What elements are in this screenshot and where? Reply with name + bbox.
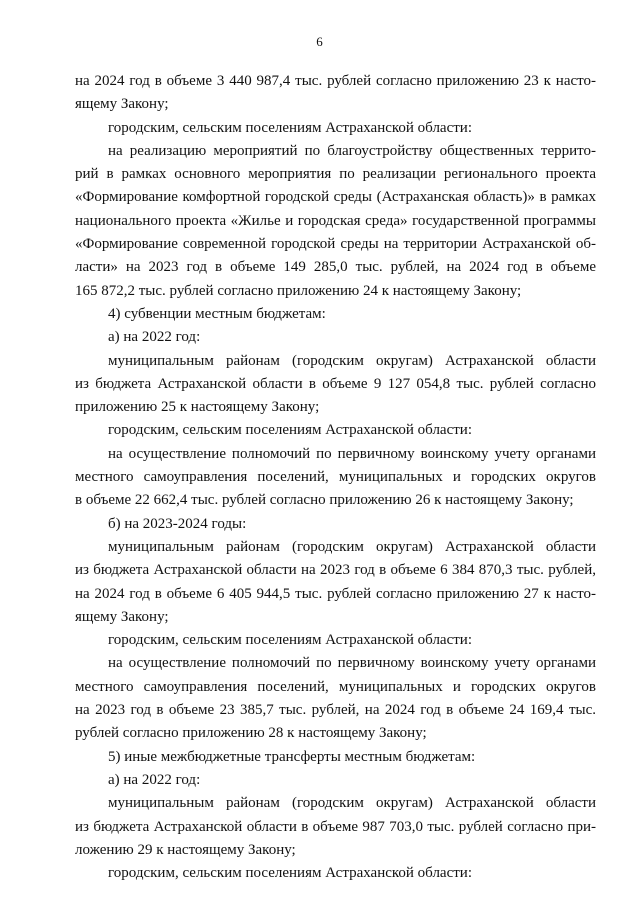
text-line: ласти» на 2023 год в объеме 149 285,0 тыс. рублей, на 2024 год в объеме [75,259,596,276]
text-line: на 2024 год в объеме 3 440 987,4 тыс. рублей согласно приложению 23 к насто- [75,73,596,89]
text-line: ложению 29 к настоящему Закону; [75,841,296,858]
text-line: ящему Закону; [75,96,169,113]
text-line: ящему Закону; [75,608,169,625]
text-line: городским, сельским поселениям Астраханской области: [108,422,472,439]
text-line: местного самоуправления поселений, муниципальных и городских округов [75,469,596,486]
text-line: местного самоуправления поселений, муниципальных и городских округов [75,678,596,695]
text-line: на осуществление полномочий по первичному воинскому учету органами [108,655,596,672]
text-line: из бюджета Астраханской области на 2023 год в объеме 6 384 870,3 тыс. рублей, [75,562,596,579]
text-line: на 2023 год в объеме 23 385,7 тыс. рублей, на 2024 год в объеме 24 169,4 тыс. [75,702,596,719]
text-line: из бюджета Астраханской области в объеме 9 127 054,8 тыс. рублей согласно [75,375,596,392]
text-line: на осуществление полномочий по первичному воинскому учету органами [108,445,596,462]
text-line: муниципальным районам (городским округам) Астраханской области [108,352,596,369]
text-line: городским, сельским поселениям Астраханской области: [108,119,472,136]
text-line: городским, сельским поселениям Астраханской области: [108,865,472,882]
text-line: рублей согласно приложению 28 к настоящему Закону; [75,725,427,742]
text-line: из бюджета Астраханской области в объеме 987 703,0 тыс. рублей согласно при- [75,818,596,835]
text-line: а) на 2022 год: [108,771,201,788]
document-body [75,70,596,885]
text-line: муниципальным районам (городским округам) Астраханской области [108,538,596,555]
text-line: национального проекта «Жилье и городская среда» государственной программы [75,212,596,229]
text-line: «Формирование комфортной городской среды (Астраханская область)» в рамках [75,189,596,206]
text-line: 4) субвенции местным бюджетам: [108,305,326,322]
text-line: 5) иные межбюджетные трансферты местным бюджетам: [108,748,476,765]
text-line: муниципальным районам (городским округам) Астраханской области [108,795,596,812]
text-line: 165 872,2 тыс. рублей согласно приложению 24 к настоящему Закону; [75,282,522,299]
text-line: на 2024 год в объеме 6 405 944,5 тыс. рублей согласно приложению 27 к насто- [75,585,596,602]
text-line: городским, сельским поселениям Астраханской области: [108,632,472,649]
text-line: «Формирование современной городской среды на территории Астраханской об- [75,236,596,253]
text-line: приложению 25 к настоящему Закону; [75,399,320,416]
text-line: на реализацию мероприятий по благоустройству общественных террито- [108,142,596,159]
text-line: рий в рамках основного мероприятия по реализации регионального проекта [75,166,596,183]
text-line: б) на 2023-2024 годы: [108,515,247,532]
text-line: а) на 2022 год: [108,329,201,346]
page-number: 6 [316,34,323,49]
text-line: в объеме 22 662,4 тыс. рублей согласно приложению 26 к настоящему Закону; [75,492,574,509]
